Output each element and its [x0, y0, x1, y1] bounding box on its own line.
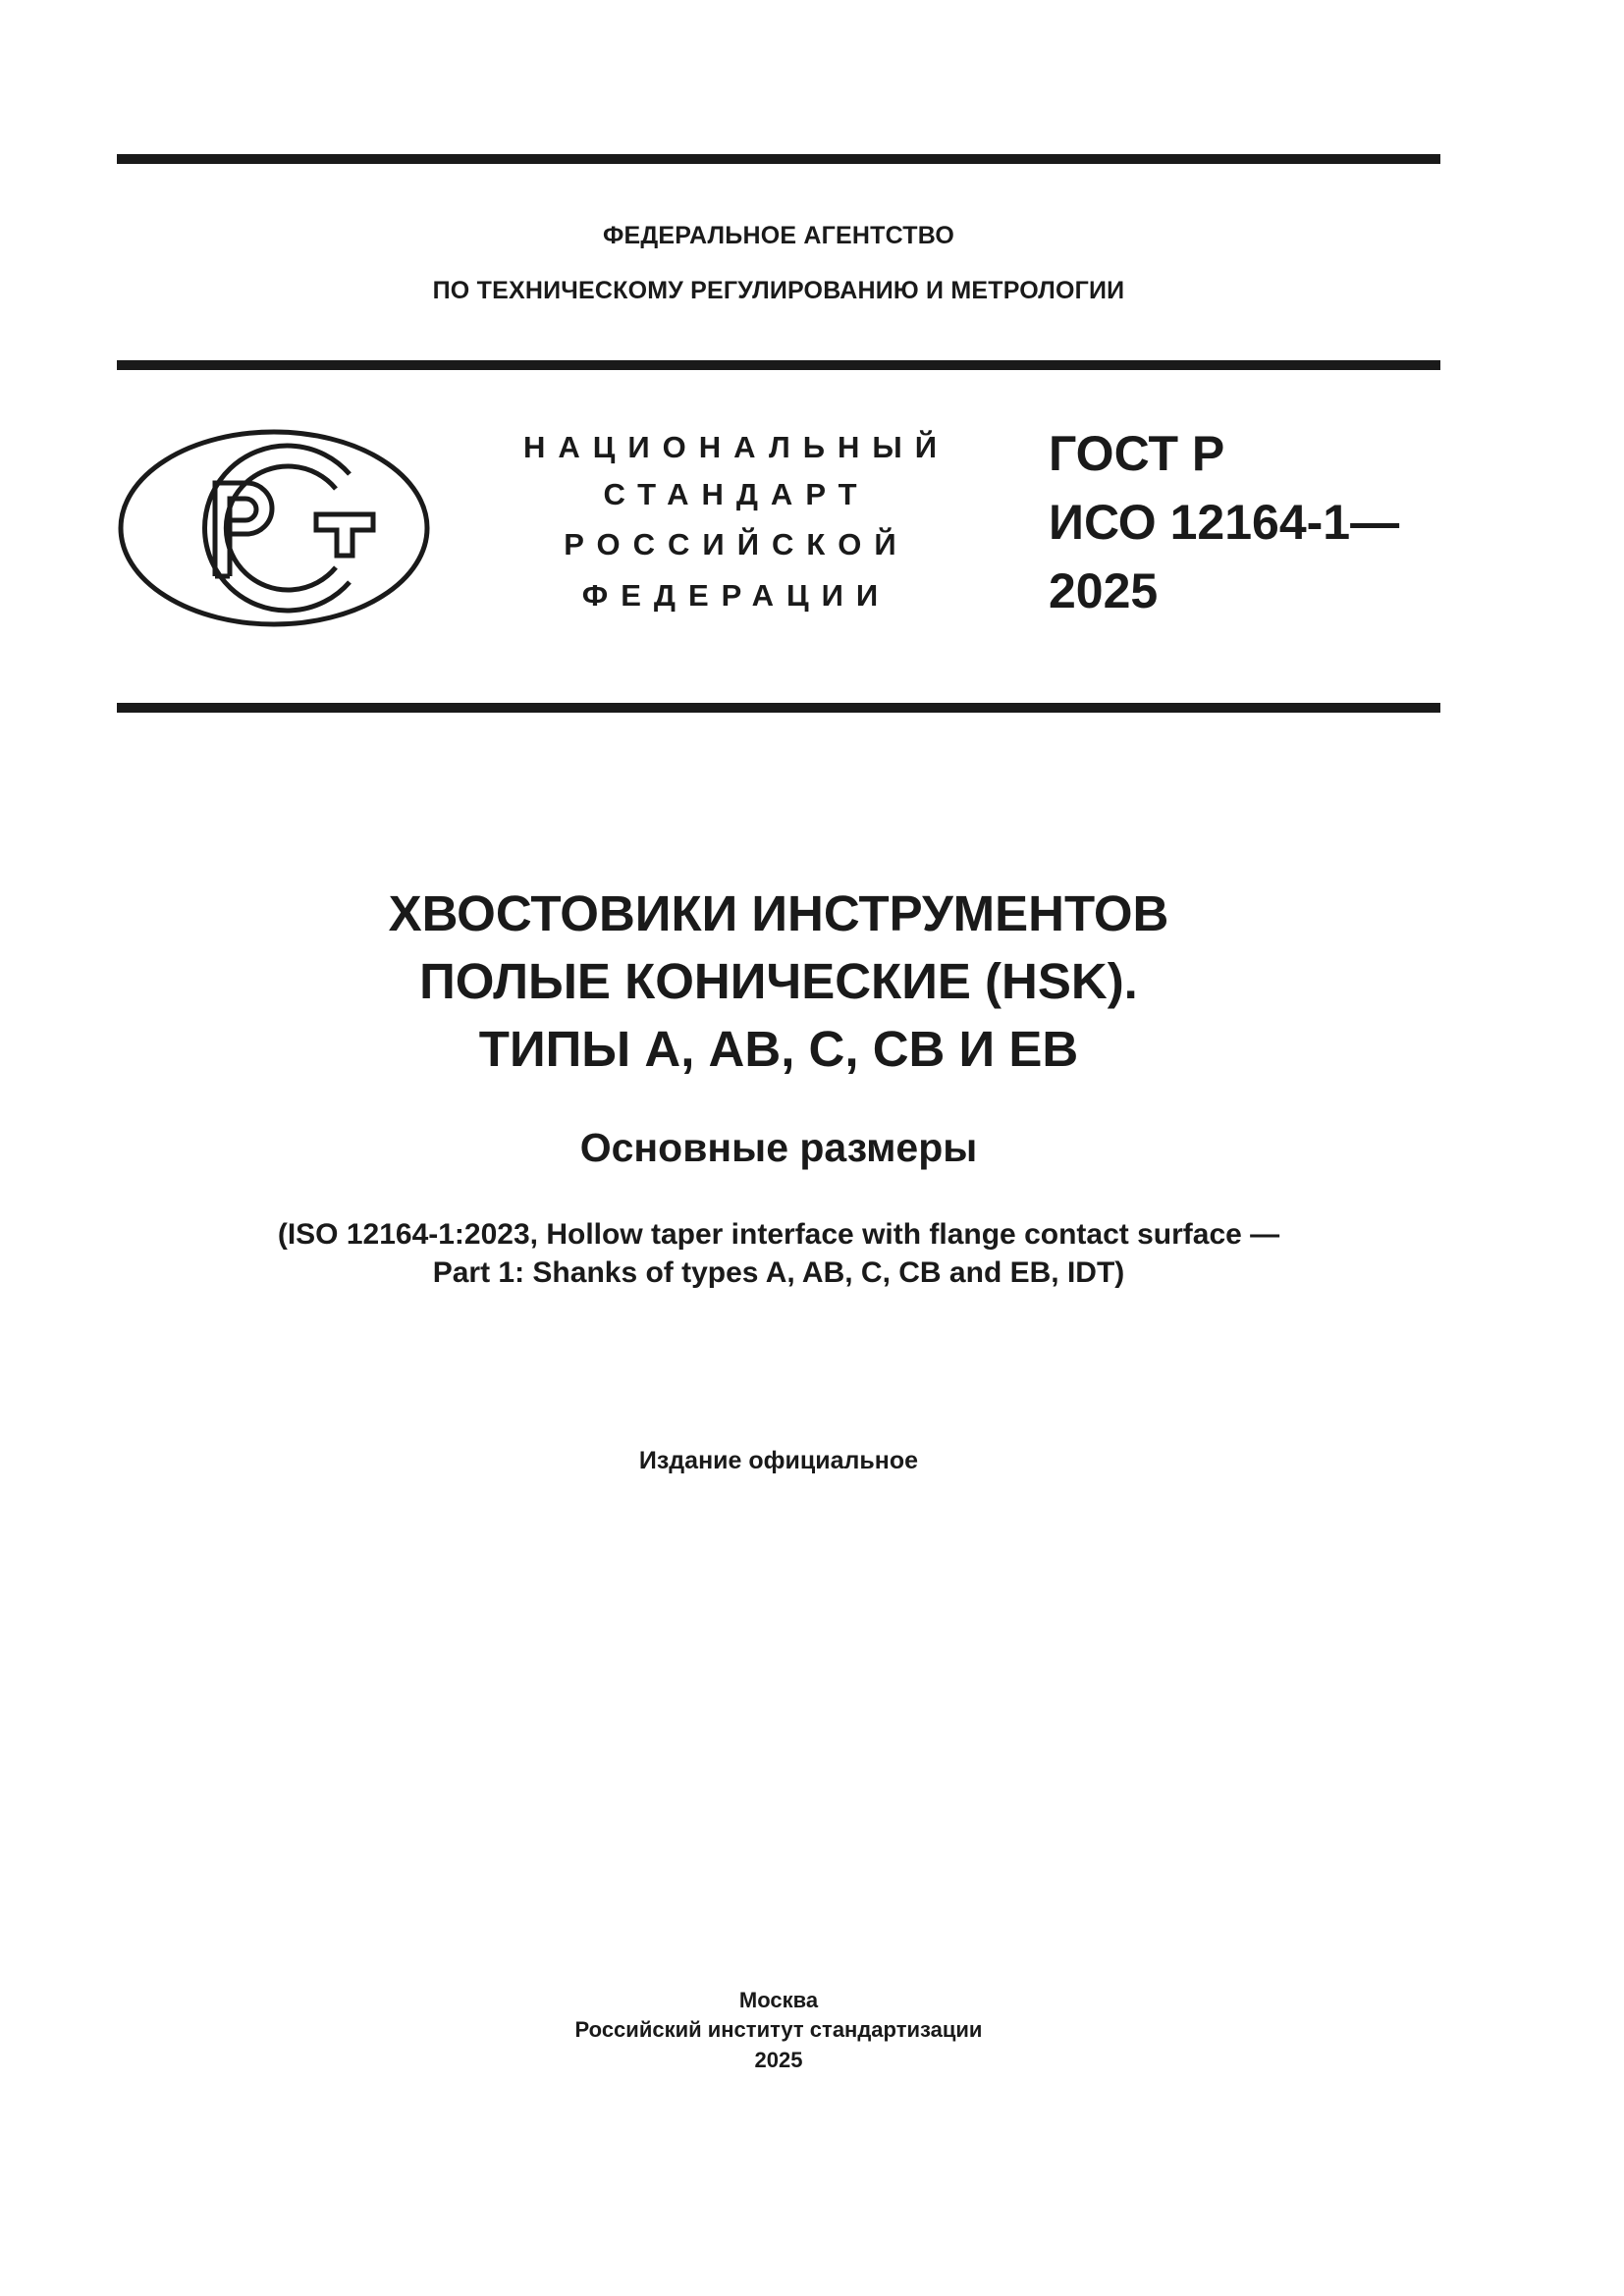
designation-line-3: 2025 — [1049, 563, 1159, 618]
imprint-city: Москва — [738, 1988, 819, 2012]
header-divider — [117, 360, 1440, 370]
designation-line-1: ГОСТ Р — [1049, 426, 1225, 481]
title-line-3: ТИПЫ А, АВ, С, СВ И ЕВ — [478, 1021, 1079, 1077]
top-rule — [117, 154, 1440, 164]
imprint-year: 2025 — [754, 2048, 803, 2072]
title-line-2: ПОЛЫЕ КОНИЧЕСКИЕ (HSK). — [419, 953, 1138, 1009]
imprint-publisher: Российский институт стандартизации — [574, 2017, 983, 2042]
agency-line-2: ПО ТЕХНИЧЕСКОМУ РЕГУЛИРОВАНИЮ И МЕТРОЛОГИИ — [432, 277, 1125, 304]
title-line-1: ХВОСТОВИКИ ИНСТРУМЕНТОВ — [388, 885, 1169, 941]
document-subtitle: Основные размеры — [579, 1125, 978, 1170]
standard-type-line-2: СТАНДАРТ — [603, 477, 870, 511]
standard-type-line-4: ФЕДЕРАЦИИ — [581, 578, 892, 613]
designation-line-2: ИСО 12164-1— — [1049, 495, 1400, 550]
rst-logo-icon — [116, 428, 432, 628]
standard-type-line-1: НАЦИОНАЛЬНЫЙ — [522, 430, 950, 464]
edition-label: Издание официальное — [638, 1447, 919, 1474]
iso-reference-line-1: (ISO 12164-1:2023, Hollow taper interface with flange contact surface — — [277, 1218, 1280, 1251]
standard-type-line-3: РОССИЙСКОЙ — [564, 527, 909, 561]
agency-line-1: ФЕДЕРАЛЬНОЕ АГЕНТСТВО — [603, 222, 954, 249]
designation-divider — [117, 703, 1440, 713]
iso-reference-line-2: Part 1: Shanks of types A, AB, C, CB and EB, IDT) — [432, 1256, 1125, 1289]
